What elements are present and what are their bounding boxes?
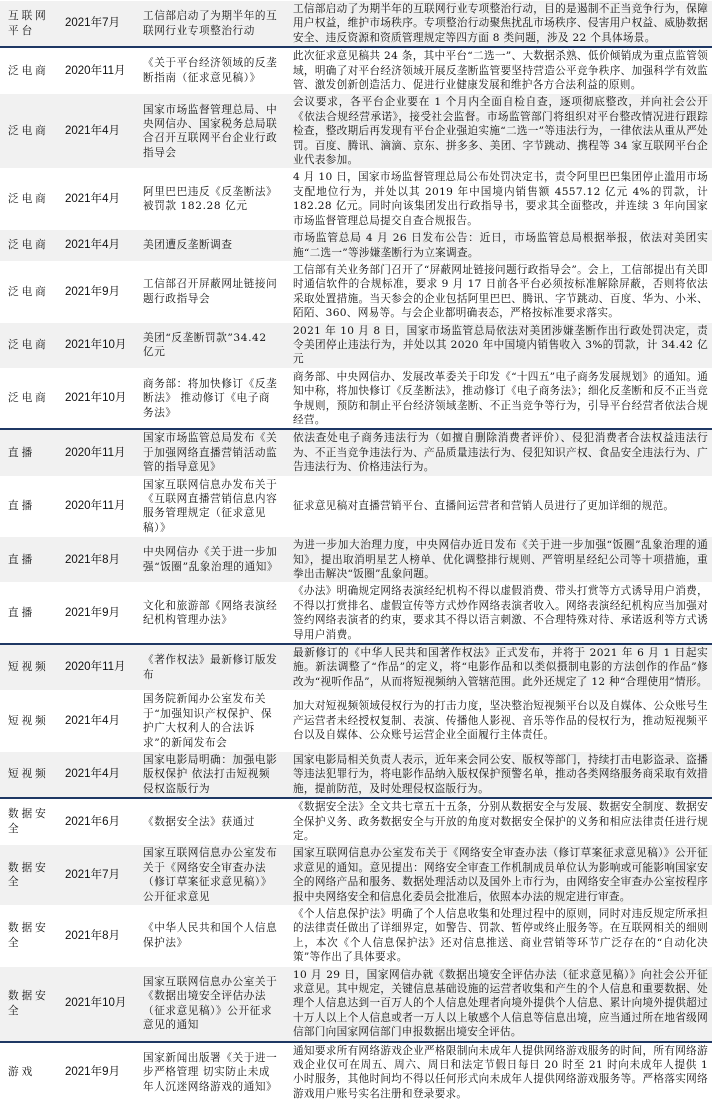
detail-text: 《数据安全法》全文共七章五十五条，分别从数据安全与发展、数据安全制度、数据安全保护义务、政务数据安全与开放的角度对数据安全保护的义务和相应法律责任进行规定。: [293, 801, 708, 842]
event-text: 国家市场监管总局发布《关于加强网络直播营销活动监管的指导意见》: [143, 432, 277, 473]
detail-cell: [287, 1042, 712, 1102]
event-cell: [135, 845, 287, 906]
event-text: 《关于平台经济领域的反垄断指南（征求意见稿）》: [143, 57, 277, 83]
category-cell: [0, 583, 55, 644]
table-row: [0, 230, 712, 262]
detail-text: 国家互联网信息办公室发布关于《网络安全审查办法（修订草案征求意见稿）》公开征求意见的通知。意见提出：网络安全审查工作机制成员单位认为影响或可能影响国家安全的网络产品和服务、数据处理活动以及国外上市行为，由网络安全审查办公室按程序报中央网络安全和信息化委员会批准后，依照本办法的规定进行审查。: [293, 847, 708, 902]
event-cell: [135, 644, 287, 691]
table-row: [0, 94, 712, 169]
category-text: 直播: [8, 553, 50, 567]
detail-text: 会议要求，各平台企业要在 1 个月内全面自检自查，逐项彻底整改，并向社会公开《依法合规经营承诺》，接受社会监督。市场监管部门将组织对平台整改情况进行跟踪检查，整改期后再发现有平台企业强迫实施“二选一”等违法行为，一律依法从重从严处罚。百度、腾讯、滴滴、京东、拼多多、美团、字节跳动、携程等 34 家互联网平台企业代表参加。: [293, 96, 708, 166]
detail-cell: [287, 691, 712, 752]
detail-text: 10 月 29 日，国家网信办就《数据出境安全评估办法（征求意见稿）》向社会公开征求意见。其中规定，关键信息基础设施的运营者收集和产生的个人信息和重要数据、处理个人信息达到一百万人的个人信息处理者向境外提供个人信息、累计向境外提供超过十万人以上个人信息或者一万人以上敏感个人信息等信息出境，应当通过所在地省级网信部门向国家网信部门申报数据出境安全评估。: [293, 969, 708, 1039]
event-text: 《中华人民共和国个人信息保护法》: [143, 922, 277, 948]
detail-text: 征求意见稿对直播营销平台、直播间运营者和营销人员进行了更加详细的规范。: [293, 500, 674, 512]
detail-text: 工信部有关业务部门召开了“屏蔽网址链接问题行政指导会”。会上，工信部提出有关即时通信软件的合规标准，要求 9 月 17 日前各平台必须按标准解除屏蔽，否则将依法采取处置措施。当天参会的企业包括阿里巴巴、腾讯、字节跳动、百度、华为、小米、陌陌、360、网易等。与会企业都明确表态，严格按标准要求落实。: [293, 264, 708, 319]
event-text: 国家互联网信息办公室关于《数据出境安全评估办法（征求意见稿）》公开征求意见的通知: [143, 976, 277, 1031]
date-text: 2021年4月: [65, 193, 120, 205]
event-text: 中央网信办《关于进一步加强“饭圈”乱象治理的通知》: [143, 546, 278, 572]
date-cell: [55, 798, 135, 845]
category-cell: [0, 798, 55, 845]
category-cell: [0, 169, 55, 230]
event-text: 商务部：将加快修订《反垄断法》 推动修订《电子商务法》: [143, 378, 277, 419]
event-cell: [135, 94, 287, 169]
date-cell: [55, 261, 135, 322]
category-text: 泛电商: [8, 124, 50, 138]
event-text: 《著作权法》最新修订版发布: [143, 654, 277, 680]
date-text: 2021年4月: [65, 125, 120, 137]
event-cell: [135, 583, 287, 644]
event-text: 国家市场监督管理总局、中央网信办、国家税务总局联合召开互联网平台企业行政指导会: [143, 104, 277, 159]
detail-text: 工信部启动了为期半年的互联网行业专项整治行动，目的是遏制不正当竞争行为，保障用户权益，维护市场秩序。专项整治行动聚焦扰乱市场秩序、侵害用户权益、威胁数据安全、违反资源和资质管理规定等四方面 8 类问题，涉及 22 个具体场景。: [293, 3, 708, 44]
date-text: 2021年9月: [65, 286, 120, 298]
table-row: [0, 429, 712, 476]
category-text: 直播: [8, 499, 50, 513]
event-text: 国家新闻出版署《关于进一步严格管理 切实防止未成年人沉迷网络游戏的通知》: [143, 1052, 277, 1093]
category-cell: [0, 429, 55, 476]
date-cell: [55, 691, 135, 752]
event-cell: [135, 691, 287, 752]
event-cell: [135, 751, 287, 798]
detail-cell: [287, 230, 712, 262]
detail-cell: [287, 322, 712, 368]
category-cell: [0, 691, 55, 752]
date-text: 2020年11月: [65, 65, 126, 77]
category-text: 数据安全: [8, 861, 50, 890]
date-cell: [55, 476, 135, 537]
detail-cell: [287, 169, 712, 230]
event-cell: [135, 905, 287, 966]
category-cell: [0, 47, 55, 94]
date-cell: [55, 169, 135, 230]
event-cell: [135, 230, 287, 262]
date-cell: [55, 966, 135, 1042]
detail-text: 此次征求意见稿共 24 条，其中平台“二选一”、大数据杀熟、低价倾销成为重点监管领域，明确了对平台经济领域开展反垄断监管要坚持营造公平竞争秩序、加强科学有效监管、激发创新创造活力、促进行业健康发展和维护各方合法利益的原则。: [293, 50, 708, 91]
event-cell: [135, 169, 287, 230]
event-cell: [135, 1, 287, 48]
event-text: 《数据安全法》获通过: [143, 816, 255, 828]
date-cell: [55, 322, 135, 368]
detail-cell: [287, 845, 712, 906]
detail-cell: [287, 429, 712, 476]
date-text: 2021年10月: [65, 339, 126, 351]
table-row: [0, 644, 712, 691]
event-text: 国务院新闻办公室发布关于“加强知识产权保护、保护广大权利人的合法诉求”的新闻发布会: [143, 693, 272, 748]
category-text: 泛电商: [8, 192, 50, 206]
detail-cell: [287, 537, 712, 583]
detail-cell: [287, 751, 712, 798]
table-row: [0, 905, 712, 966]
table-row: [0, 751, 712, 798]
date-cell: [55, 429, 135, 476]
detail-text: 市场监管总局 4 月 26 日发布公告：近日，市场监管总局根据举报，依法对美团实施“二选一”等涉嫌垄断行为立案调查。: [293, 232, 708, 258]
category-cell: [0, 905, 55, 966]
detail-text: 加大对短视频领域侵权行为的打击力度，坚决整治短视频平台以及自媒体、公众账号生产运营者未经授权复制、表演、传播他人影视、音乐等作品的侵权行为，推动短视频平台以及自媒体、公众账号运营企业全面履行主体责任。: [293, 700, 708, 741]
table-row: [0, 1, 712, 48]
date-cell: [55, 1, 135, 48]
detail-cell: [287, 47, 712, 94]
category-text: 直播: [8, 606, 50, 620]
detail-text: 最新修订的《中华人民共和国著作权法》正式发布，并将于 2021 年 6 月 1 日起实施。新法调整了“作品”的定义，将“电影作品和以类似摄制电影的方法创作的作品”修改为“视听作品”，从而将短视频纳入管辖范围。此外还规定了 12 种“合理使用”情形。: [293, 647, 708, 688]
category-text: 数据安全: [8, 989, 50, 1018]
date-text: 2021年9月: [65, 1066, 120, 1078]
date-text: 2021年4月: [65, 768, 120, 780]
detail-text: 为进一步加大治理力度，中央网信办近日发布《关于进一步加强“饭圈”乱象治理的通知》，提出取消明星艺人榜单、优化调整排行规则、严管明星经纪公司等十项措施，重拳出击解决“饭圈”乱象问题。: [293, 539, 708, 580]
table-row: [0, 169, 712, 230]
date-text: 2021年4月: [65, 239, 120, 251]
event-cell: [135, 261, 287, 322]
event-cell: [135, 322, 287, 368]
category-cell: [0, 94, 55, 169]
date-text: 2020年11月: [65, 447, 126, 459]
detail-cell: [287, 1, 712, 48]
date-text: 2020年11月: [65, 661, 126, 673]
event-text: 国家互联网信息办公室发布关于《网络安全审查办法（修订草案征求意见稿）》公开征求意见: [143, 847, 277, 902]
date-text: 2021年7月: [65, 869, 120, 881]
event-cell: [135, 476, 287, 537]
category-text: 数据安全: [8, 921, 50, 950]
table-row: [0, 322, 712, 368]
detail-text: 4 月 10 日，国家市场监督管理总局公布处罚决定书，责令阿里巴巴集团停止滥用市场支配地位行为，并处以其 2019 年中国境内销售额 4557.12 亿元 4%的罚款，计 182.28 亿元。同时向该集团发出行政指导书，要求其全面整改，并连续 3 年向国家市场监督管理总局提交自查合规报告。: [293, 171, 708, 226]
date-cell: [55, 845, 135, 906]
detail-cell: [287, 905, 712, 966]
date-cell: [55, 94, 135, 169]
category-text: 短视频: [8, 660, 50, 674]
date-cell: [55, 905, 135, 966]
date-cell: [55, 47, 135, 94]
event-text: 工信部启动了为期半年的互联网行业专项整治行动: [143, 10, 277, 36]
category-cell: [0, 644, 55, 691]
event-cell: [135, 798, 287, 845]
category-cell: [0, 537, 55, 583]
category-cell: [0, 1042, 55, 1102]
event-text: 文化和旅游部《网络表演经纪机构管理办法》: [143, 600, 277, 626]
date-cell: [55, 583, 135, 644]
category-cell: [0, 230, 55, 262]
date-cell: [55, 368, 135, 429]
event-text: 阿里巴巴违反《反垄断法》被罚款 182.28 亿元: [143, 186, 277, 212]
category-cell: [0, 845, 55, 906]
detail-cell: [287, 583, 712, 644]
event-text: 工信部召开屏蔽网址链接问题行政指导会: [143, 278, 277, 304]
detail-text: 《个人信息保护法》明确了个人信息收集和处理过程中的原则，同时对违反规定所承担的法律责任做出了详细界定，如警告、罚款、暂停或终止服务等。在互联网相关的细则上，本次《个人信息保护法》还对信息推送、商业营销等环节广泛存在的“自动化决策”等作出了具体要求。: [293, 908, 708, 963]
category-text: 泛电商: [8, 338, 50, 352]
detail-text: 依法查处电子商务违法行为（如擅自删除消费者评价）、侵犯消费者合法权益违法行为、不正当竞争违法行为、产品质量违法行为、侵犯知识产权、食品安全违法行为、广告违法行为、价格违法行为。: [293, 432, 708, 473]
event-text: 美团遭反垄断调查: [143, 239, 233, 251]
event-cell: [135, 47, 287, 94]
detail-text: 国家电影局相关负责人表示，近年来会同公安、版权等部门，持续打击电影盗录、盗播等违法犯罪行为，将电影作品纳入版权保护预警名单，推动各类网络服务商采取有效措施，提前防范，及时处理侵权盗版行为。: [293, 754, 708, 795]
category-cell: [0, 261, 55, 322]
event-cell: [135, 966, 287, 1042]
event-text: 国家电影局明确：加强电影版权保护 依法打击短视频侵权盗版行为: [143, 754, 277, 795]
category-cell: [0, 966, 55, 1042]
category-cell: [0, 476, 55, 537]
date-text: 2021年4月: [65, 715, 120, 727]
detail-text: 《办法》明确规定网络表演经纪机构不得以虚假消费、带头打赏等方式诱导用户消费，不得以打赏排名、虚假宣传等方式炒作网络表演者收入。网络表演经纪机构应当加强对签约网络表演者的约束，要求其不得以语言刺激、不合理特殊对待、承诺返利等方式诱导用户消费。: [293, 585, 708, 640]
date-text: 2020年11月: [65, 500, 126, 512]
table-row: [0, 1042, 712, 1102]
table-row: [0, 47, 712, 94]
table-row: [0, 476, 712, 537]
date-cell: [55, 1042, 135, 1102]
date-text: 2021年10月: [65, 392, 126, 404]
table-row: [0, 537, 712, 583]
date-cell: [55, 230, 135, 262]
policy-table-body: [0, 1, 712, 1102]
date-text: 2021年8月: [65, 930, 120, 942]
date-cell: [55, 751, 135, 798]
event-cell: [135, 1042, 287, 1102]
category-text: 短视频: [8, 714, 50, 728]
category-text: 互联网平台: [8, 9, 50, 38]
category-text: 泛电商: [8, 285, 50, 299]
date-text: 2021年10月: [65, 997, 126, 1009]
detail-cell: [287, 368, 712, 429]
detail-text: 商务部、中央网信办、发展改革委关于印发《“十四五”电子商务发展规划》的通知。通知中称，将加快修订《反垄断法》，推动修订《电子商务法》；细化反垄断和反不正当竞争规则，预防和制止平台经济领域垄断、不正当竞争等行为，引导平台经营者依法合规经营。: [293, 371, 708, 426]
detail-text: 通知要求所有网络游戏企业严格限制向未成年人提供网络游戏服务的时间，所有网络游戏企业仅可在周五、周六、周日和法定节假日每日 20 时至 21 时向未成年人提供 1 小时服务，其他时间均不得以任何形式向未成年人提供网络游戏服务等。严格落实网络游戏用户账号实名注册和登录要求。: [293, 1045, 708, 1100]
category-text: 泛电商: [8, 238, 50, 252]
category-cell: [0, 1, 55, 48]
table-row: [0, 583, 712, 644]
category-cell: [0, 751, 55, 798]
detail-cell: [287, 94, 712, 169]
table-row: [0, 966, 712, 1042]
event-cell: [135, 368, 287, 429]
event-text: 国家互联网信息办发布关于《互联网直播营销信息内容服务管理规定（征求意见稿）》: [143, 479, 277, 534]
detail-cell: [287, 476, 712, 537]
category-text: 游戏: [8, 1065, 50, 1079]
detail-cell: [287, 644, 712, 691]
category-text: 短视频: [8, 767, 50, 781]
date-cell: [55, 644, 135, 691]
category-text: 直播: [8, 446, 50, 460]
detail-text: 2021 年 10 月 8 日，国家市场监管总局依法对美团涉嫌垄断作出行政处罚决定，责令美团停止违法行为，并处以其 2020 年中国境内销售收入 3%的罚款，计 34.42 亿元: [293, 325, 708, 366]
date-cell: [55, 537, 135, 583]
date-text: 2021年8月: [65, 554, 120, 566]
date-text: 2021年9月: [65, 607, 120, 619]
table-row: [0, 691, 712, 752]
category-text: 泛电商: [8, 64, 50, 78]
table-row: [0, 368, 712, 429]
event-cell: [135, 429, 287, 476]
table-row: [0, 845, 712, 906]
date-text: 2021年7月: [65, 17, 120, 29]
table-row: [0, 798, 712, 845]
event-text: 美团“反垄断罚款”34.42 亿元: [143, 332, 267, 358]
table-row: [0, 261, 712, 322]
detail-cell: [287, 966, 712, 1042]
category-cell: [0, 322, 55, 368]
category-text: 泛电商: [8, 391, 50, 405]
date-text: 2021年6月: [65, 816, 120, 828]
detail-cell: [287, 261, 712, 322]
event-cell: [135, 537, 287, 583]
category-cell: [0, 368, 55, 429]
detail-cell: [287, 798, 712, 845]
category-text: 数据安全: [8, 807, 50, 836]
